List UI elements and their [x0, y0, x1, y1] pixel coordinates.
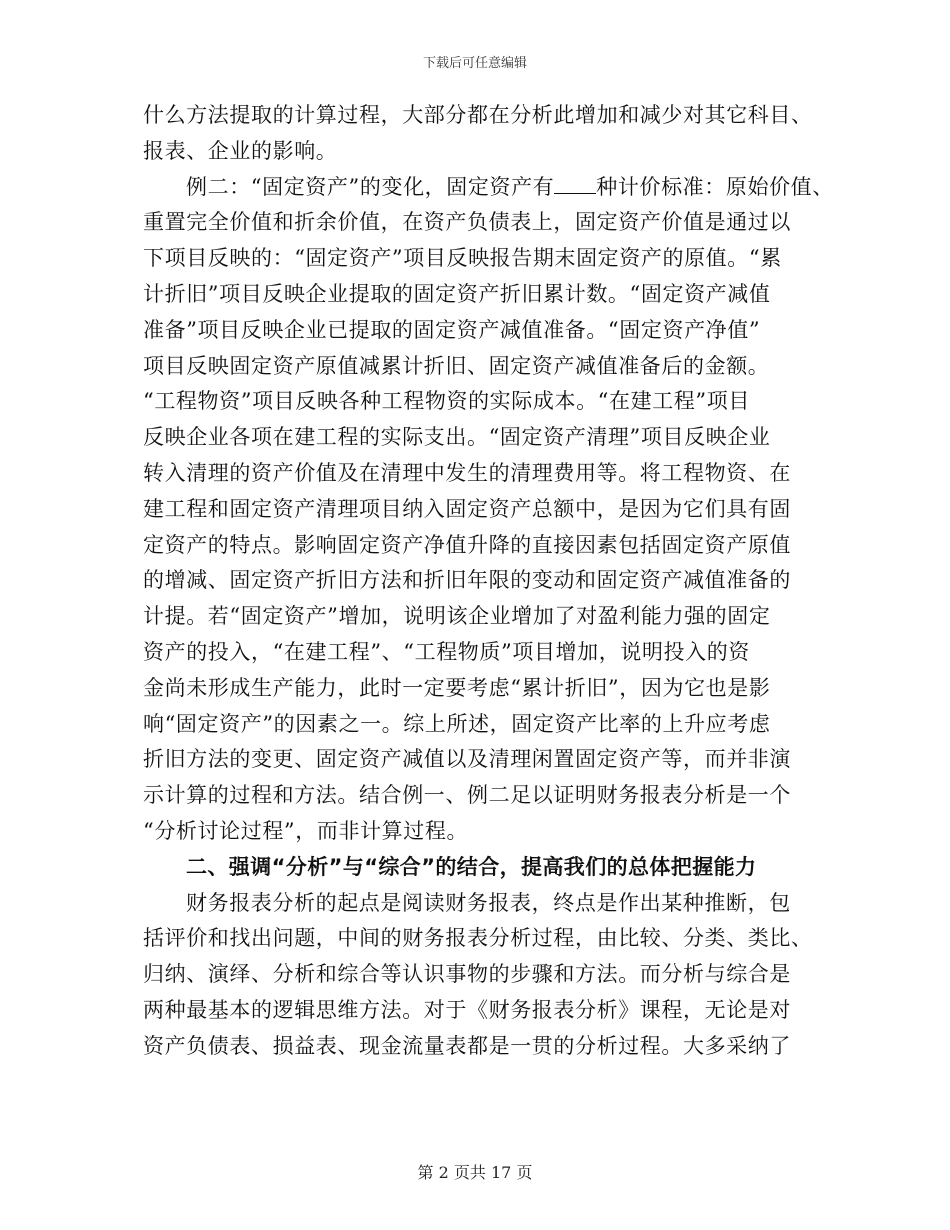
text-line: 反映企业各项在建工程的实际支出。“固定资产清理”项目反映企业 [143, 425, 771, 450]
text-segment: 种计价标准：原始价值、 [596, 174, 834, 199]
text-line: 准备”项目反映企业已提取的固定资产减值准备。“固定资产净值” [143, 317, 761, 342]
text-line: 下项目反映的：“固定资产”项目反映报告期末固定资产的原值。“累 [143, 246, 782, 271]
text-line: 括评价和找出问题，中间的财务报表分析过程，由比较、分类、类比、 [143, 926, 813, 951]
text-line: 资产的投入，“在建工程”、“工程物质”项目增加，说明投入的资 [143, 639, 750, 664]
page-header-note: 下载后可任意编辑 [422, 56, 527, 71]
text-line: 资产负债表、损益表、现金流量表都是一贯的分析过程。大多采纳了 [143, 1033, 791, 1058]
text-line: 定资产的特点。影响固定资产净值升降的直接因素包括固定资产原值 [143, 532, 791, 557]
section-heading: 二、强调“分析”与“综合”的结合，提高我们的总体把握能力 [186, 854, 757, 879]
text-line: 转入清理的资产价值及在清理中发生的清理费用等。将工程物资、在 [143, 460, 791, 485]
text-line: 的增减、固定资产折旧方法和折旧年限的变动和固定资产减值准备的 [143, 568, 791, 593]
text-line: 建工程和固定资产清理项目纳入固定资产总额中，是因为它们具有固 [143, 496, 791, 521]
text-line: 计提。若“固定资产”增加，说明该企业增加了对盈利能力强的固定 [143, 604, 771, 629]
text-line: “分析讨论过程”，而非计算过程。 [143, 818, 469, 843]
text-line: 重置完全价值和折余价值，在资产负债表上，固定资产价值是通过以 [143, 210, 791, 235]
text-line: 什么方法提取的计算过程，大部分都在分析此增加和减少对其它科目、 [143, 103, 813, 127]
text-line: 项目反映固定资产原值减累计折旧、固定资产减值准备后的金额。 [143, 353, 770, 378]
text-line: 折旧方法的变更、固定资产减值以及清理闲置固定资产等，而并非演 [143, 747, 791, 772]
text-line: 金尚未形成生产能力，此时一定要考虑“累计折旧”，因为它也是影 [143, 675, 771, 700]
text-line-example-two [143, 170, 834, 206]
text-line: 计折旧”项目反映企业提取的固定资产折旧累计数。“固定资产减值 [143, 281, 771, 306]
text-line: 两种最基本的逻辑思维方法。对于《财务报表分析》课程，无论是对 [143, 997, 791, 1022]
text-line: 财务报表分析的起点是阅读财务报表，终点是作出某种推断，包 [186, 890, 791, 915]
page-footer: 第 2 页共 17 页 [417, 1163, 533, 1182]
text-segment: 例二：“固定资产”的变化，固定资产有 [186, 174, 555, 199]
fill-in-blank [554, 175, 596, 194]
text-line: “工程物资”项目反映各种工程物资的实际成本。“在建工程”项目 [143, 389, 750, 414]
text-line: 报表、企业的影响。 [143, 138, 338, 163]
text-line: 响“固定资产”的因素之一。综上所述，固定资产比率的上升应考虑 [143, 711, 771, 736]
document-body [143, 98, 834, 1065]
text-line: 示计算的过程和方法。结合例一、例二足以证明财务报表分析是一个 [143, 783, 791, 808]
text-line: 归纳、演绎、分析和综合等认识事物的步骤和方法。而分析与综合是 [143, 962, 791, 987]
